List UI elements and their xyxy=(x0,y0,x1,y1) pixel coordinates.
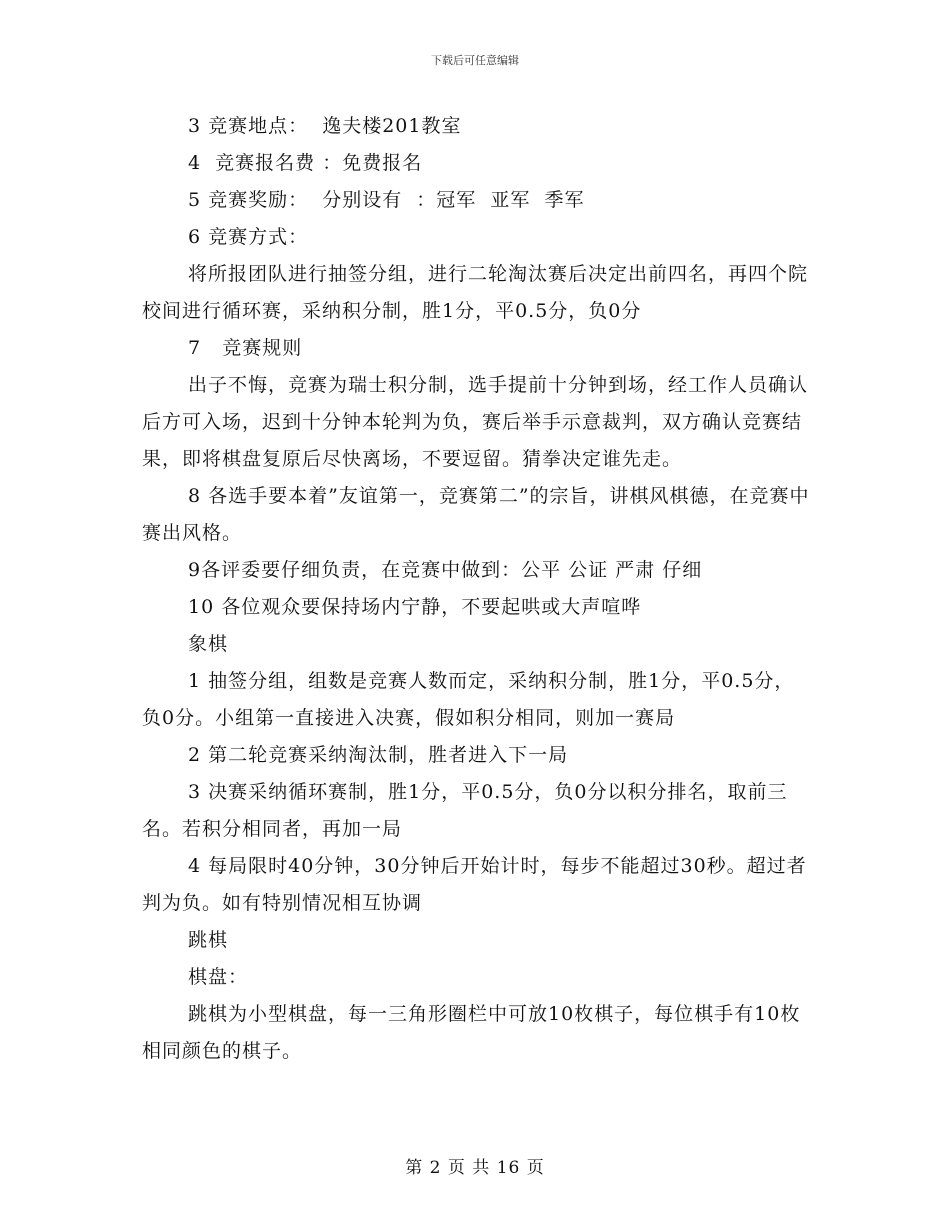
paragraph: 1 抽签分组，组数是竞赛人数而定，采纳积分制，胜1分，平0.5分，负0分。小组第一直接进入决赛，假如积分相同，则加一赛局 xyxy=(142,670,795,729)
paragraph: 将所报团队进行抽签分组，进行二轮淘汰赛后决定出前四名，再四个院校间进行循环赛，采纳积分制，胜1分，平0.5分，负0分 xyxy=(142,263,809,322)
paragraph: 3 决赛采纳循环赛制，胜1分，平0.5分，负0分以积分排名，取前三名。若积分相同者，再加一局 xyxy=(142,781,788,840)
paragraph: 4 每局限时40分钟，30分钟后开始计时，每步不能超过30秒。超过者判为负。如有特别情况相互协调 xyxy=(142,855,807,914)
paragraph: 9各评委要仔细负责，在竞赛中做到：公平 公证 严肃 仔细 xyxy=(188,559,703,581)
page-header: 下载后可任意编辑 xyxy=(431,54,519,67)
paragraph: 4 竞赛报名费 ：免费报名 xyxy=(188,152,423,174)
page-footer: 第 2 页 共 16 页 xyxy=(405,1158,545,1178)
section-heading: 象棋 xyxy=(188,633,229,655)
paragraph: 10 各位观众要保持场内宁静，不要起哄或大声喧哗 xyxy=(188,596,642,618)
paragraph: 跳棋为小型棋盘，每一三角形圈栏中可放10枚棋子，每位棋手有10枚相同颜色的棋子。 xyxy=(142,1003,801,1062)
section-heading: 跳棋 xyxy=(188,929,229,951)
paragraph: 2 第二轮竞赛采纳淘汰制，胜者进入下一局 xyxy=(188,744,569,766)
paragraph: 6 竞赛方式： xyxy=(188,226,309,248)
paragraph: 棋盘： xyxy=(188,966,249,988)
paragraph: 3 竞赛地点： 逸夫楼201教室 xyxy=(188,115,462,137)
paragraph: 出子不悔，竞赛为瑞士积分制，选手提前十分钟到场，经工作人员确认后方可入场，迟到十分钟本轮判为负，赛后举手示意裁判，双方确认竞赛结果，即将棋盘复原后尽快离场，不要逗留。猜拳决定谁先走。 xyxy=(142,374,809,470)
paragraph: 8 各选手要本着”友谊第一，竞赛第二”的宗旨，讲棋风棋德，在竞赛中赛出风格。 xyxy=(142,485,810,544)
document-body xyxy=(142,108,812,1070)
paragraph: 7 竞赛规则 xyxy=(188,337,303,359)
paragraph: 5 竞赛奖励： 分别设有 ：冠军 亚军 季军 xyxy=(188,189,585,211)
